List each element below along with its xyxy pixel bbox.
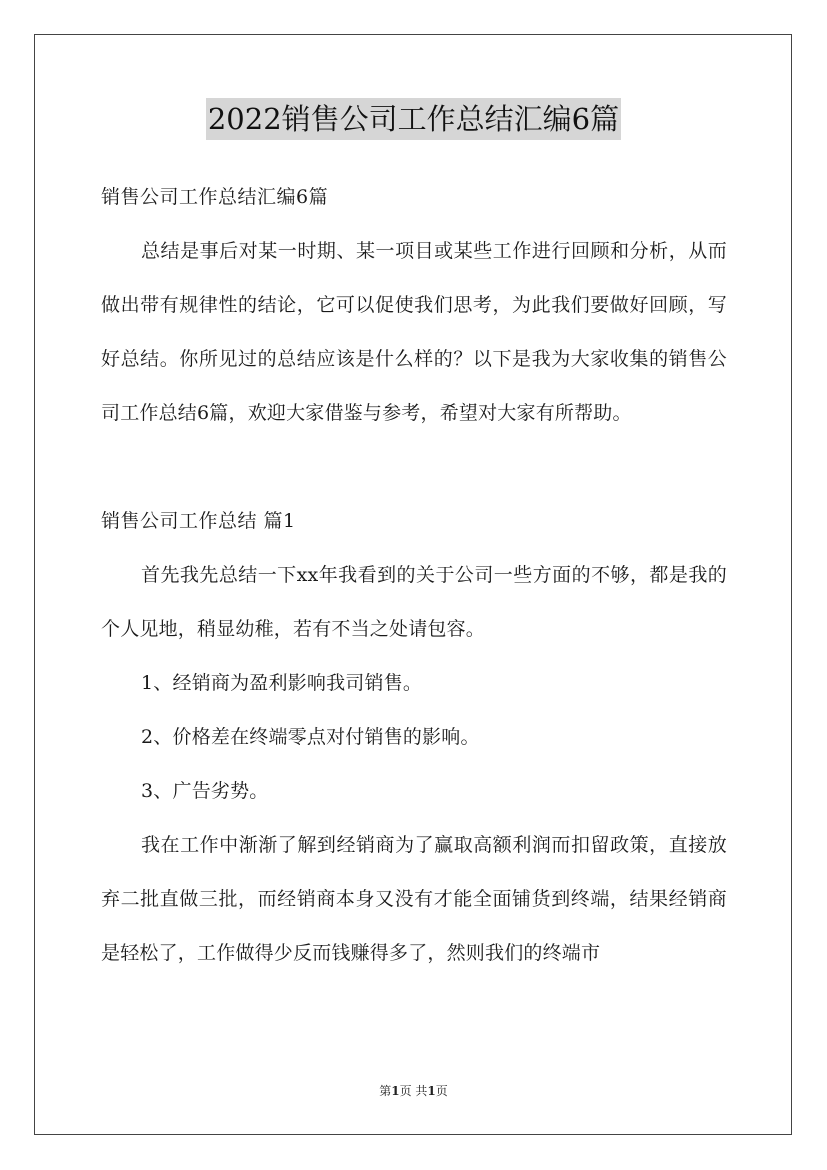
footer-prefix: 第 <box>379 1084 392 1098</box>
page-footer <box>0 1082 827 1099</box>
intro-paragraph: 总结是事后对某一时期、某一项目或某些工作进行回顾和分析，从而做出带有规律性的结论，它可以促使我们思考，为此我们要做好回顾，写好总结。你所见过的总结应该是什么样的？以下是我为大家收集的销售公司工作总结6篇，欢迎大家借鉴与参考，希望对大家有所帮助。 <box>101 240 727 424</box>
list-item: 1、经销商为盈利影响我司销售。 <box>141 672 423 694</box>
section-paragraph: 我在工作中渐渐了解到经销商为了赢取高额利润而扣留政策，直接放弃二批直做三批，而经销商本身又没有才能全面铺货到终端，结果经销商是轻松了，工作做得少反而钱赚得多了，然则我们的终端市 <box>101 834 727 964</box>
footer-page-number: 1 <box>391 1084 400 1098</box>
list-item: 2、价格差在终端零点对付销售的影响。 <box>141 726 480 748</box>
title-container <box>0 98 827 140</box>
section-paragraph: 首先我先总结一下xx年我看到的关于公司一些方面的不够，都是我的个人见地，稍显幼稚，若有不当之处请包容。 <box>101 564 727 640</box>
footer-suffix: 页 <box>435 1084 448 1098</box>
document-body <box>101 170 727 980</box>
document-subtitle: 销售公司工作总结汇编6篇 <box>101 186 329 208</box>
list-item: 3、广告劣势。 <box>141 780 269 802</box>
footer-mid: 页 共 <box>399 1084 428 1098</box>
section-heading: 销售公司工作总结 篇1 <box>101 510 296 532</box>
paragraph-gap <box>101 440 727 494</box>
document-title: 2022销售公司工作总结汇编6篇 <box>206 98 621 140</box>
footer-total-pages: 1 <box>427 1084 436 1098</box>
